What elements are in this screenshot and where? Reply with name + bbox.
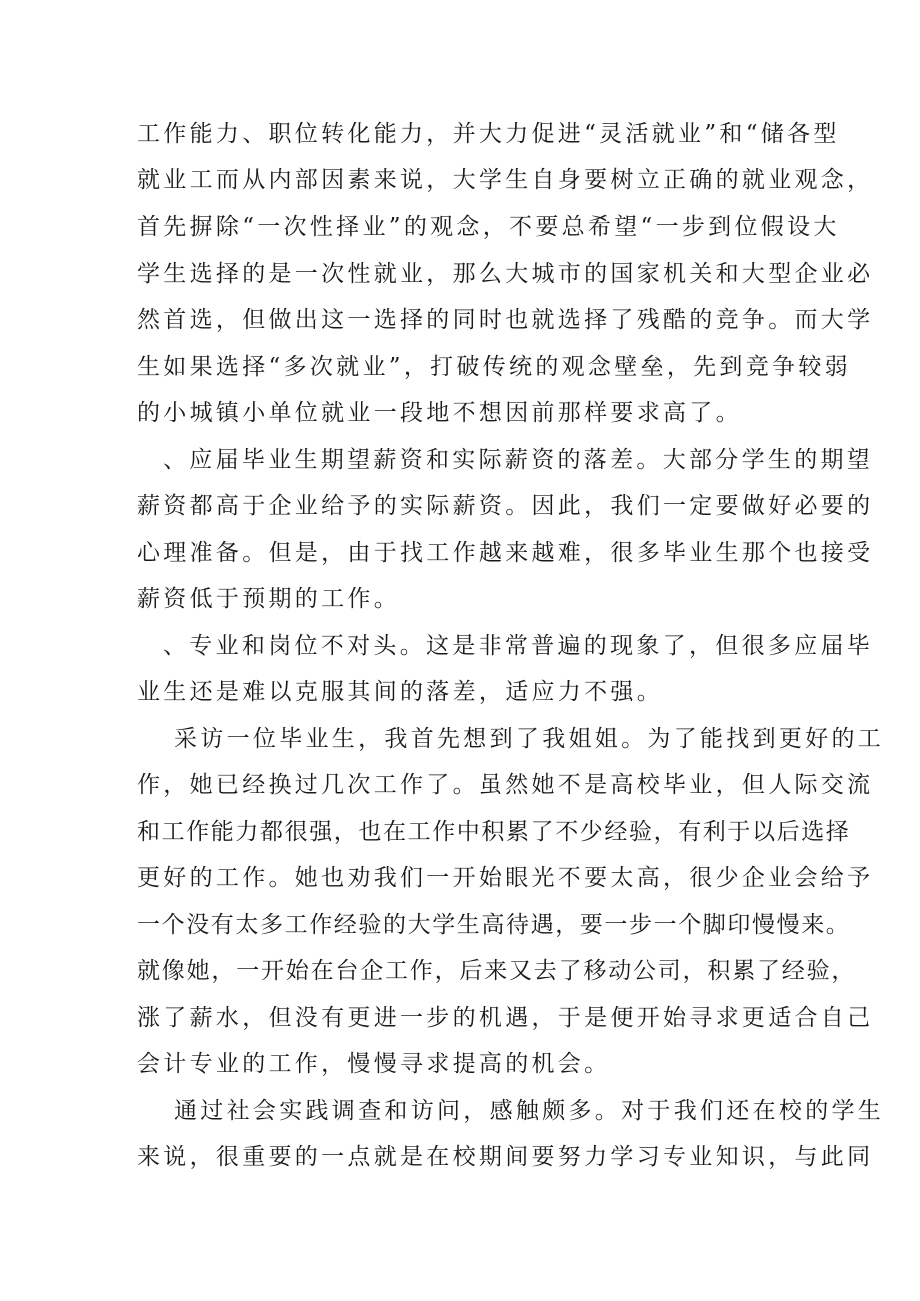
text-line: 通过社会实践调查和访问，感触颇多。对于我们还在校的学生 [174,1098,885,1124]
text-line: 首先摒除“一次性择业”的观念，不要总希望“一步到位假设大 [137,214,840,240]
text-line: 工作能力、职位转化能力，并大力促进“灵活就业”和“储各型 [137,121,840,147]
text-line: 、应届毕业生期望薪资和实际薪资的落差。大部分学生的期望 [163,447,874,473]
text-line: 作，她已经换过几次工作了。虽然她不是高校毕业，但人际交流 [137,772,874,798]
text-line: 、专业和岗位不对头。这是非常普遍的现象了，但很多应届毕 [163,633,874,659]
text-line: 生如果选择“多次就业”，打破传统的观念壁垒，先到竞争较弱 [137,354,851,380]
text-line: 一个没有太多工作经验的大学生高待遇，要一步一个脚印慢慢来。 [137,912,851,938]
text-line: 然首选，但做出这一选择的同时也就选择了残酷的竞争。而大学 [137,307,874,333]
text-line: 来说，很重要的一点就是在校期间要努力学习专业知识，与此同 [137,1144,874,1170]
text-line: 和工作能力都很强，也在工作中积累了不少经验，有利于以后选择 [137,819,851,845]
text-line: 心理准备。但是，由于找工作越来越难，很多毕业生那个也接受 [137,540,874,566]
text-line: 更好的工作。她也劝我们一开始眼光不要太高，很少企业会给予 [137,865,874,891]
text-line: 学生选择的是一次性就业，那么大城市的国家机关和大型企业必 [137,261,874,287]
text-line: 会计专业的工作，慢慢寻求提高的机会。 [137,1051,611,1077]
text-line: 薪资都高于企业给予的实际薪资。因此，我们一定要做好必要的 [137,493,874,519]
text-line: 就业工而从内部因素来说，大学生自身要树立正确的就业观念， [137,167,874,193]
text-line: 薪资低于预期的工作。 [137,586,400,612]
text-line: 涨了薪水，但没有更进一步的机遇，于是便开始寻求更适合自己 [137,1005,874,1031]
text-line: 就像她，一开始在台企工作，后来又去了移动公司，积累了经验， [137,958,857,984]
text-line: 采访一位毕业生，我首先想到了我姐姐。为了能找到更好的工 [174,726,885,752]
text-line: 的小城镇小单位就业一段地不想因前那样要求高了。 [137,400,742,426]
text-line: 业生还是难以克服其间的落差，适应力不强。 [137,679,663,705]
